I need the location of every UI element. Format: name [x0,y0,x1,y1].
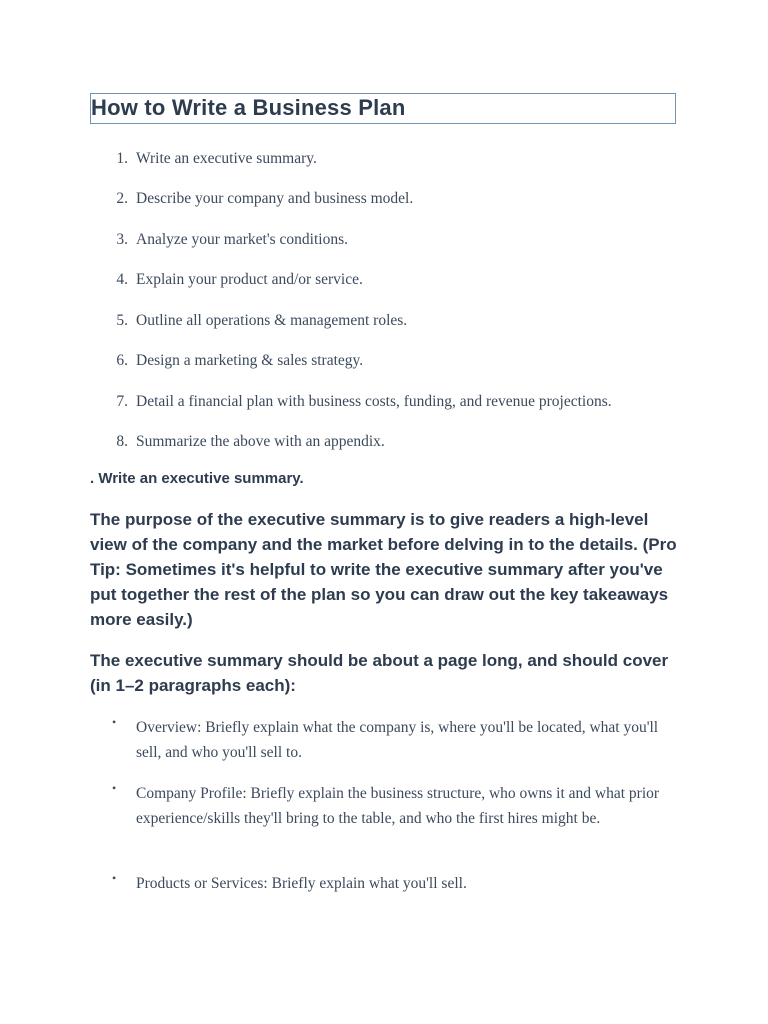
list-item-number: 8. [116,433,128,450]
bullet-text: Overview: Briefly explain what the company is, where you'll be located, what you'll sell, and who you'll sell to. [136,719,659,761]
list-item-text: Write an executive summary. [136,150,317,167]
bullet-marker: • [112,781,117,795]
length-paragraph: The executive summary should be about a page long, and should cover (in 1–2 paragraphs each): [90,651,669,695]
list-item-text: Summarize the above with an appendix. [136,433,385,450]
list-item-number: 6. [116,352,128,369]
section-heading: . Write an executive summary. [90,470,304,487]
list-item-number: 3. [116,231,128,248]
list-item-text: Detail a financial plan with business costs, funding, and revenue projections. [136,393,612,410]
list-item-text: Analyze your market's conditions. [136,231,348,248]
list-item-text: Design a marketing & sales strategy. [136,352,364,369]
bullet-marker: • [112,871,117,885]
list-item-number: 1. [116,150,128,167]
list-item-number: 5. [116,312,128,329]
list-item-number: 4. [116,271,128,288]
bullet-marker: • [112,715,117,729]
list-item-number: 7. [116,393,128,410]
list-item-text: Outline all operations & management roles. [136,312,408,329]
bullet-text: Products or Services: Briefly explain what you'll sell. [136,875,467,892]
bullet-text: Company Profile: Briefly explain the business structure, who owns it and what prior experience/skills they'll bring to the table, and who the first hires might be. [136,785,660,827]
list-item-text: Explain your product and/or service. [136,271,363,288]
purpose-paragraph: The purpose of the executive summary is to give readers a high-level view of the company and the market before delving in to the details. (Pro Tip: Sometimes it's helpful to write the executive summary after you've put together the rest of the plan so you can draw out the key takeaways more easily.) [90,510,677,629]
page-title: How to Write a Business Plan [91,95,406,120]
list-item-number: 2. [116,190,128,207]
list-item-text: Describe your company and business model. [136,190,414,207]
